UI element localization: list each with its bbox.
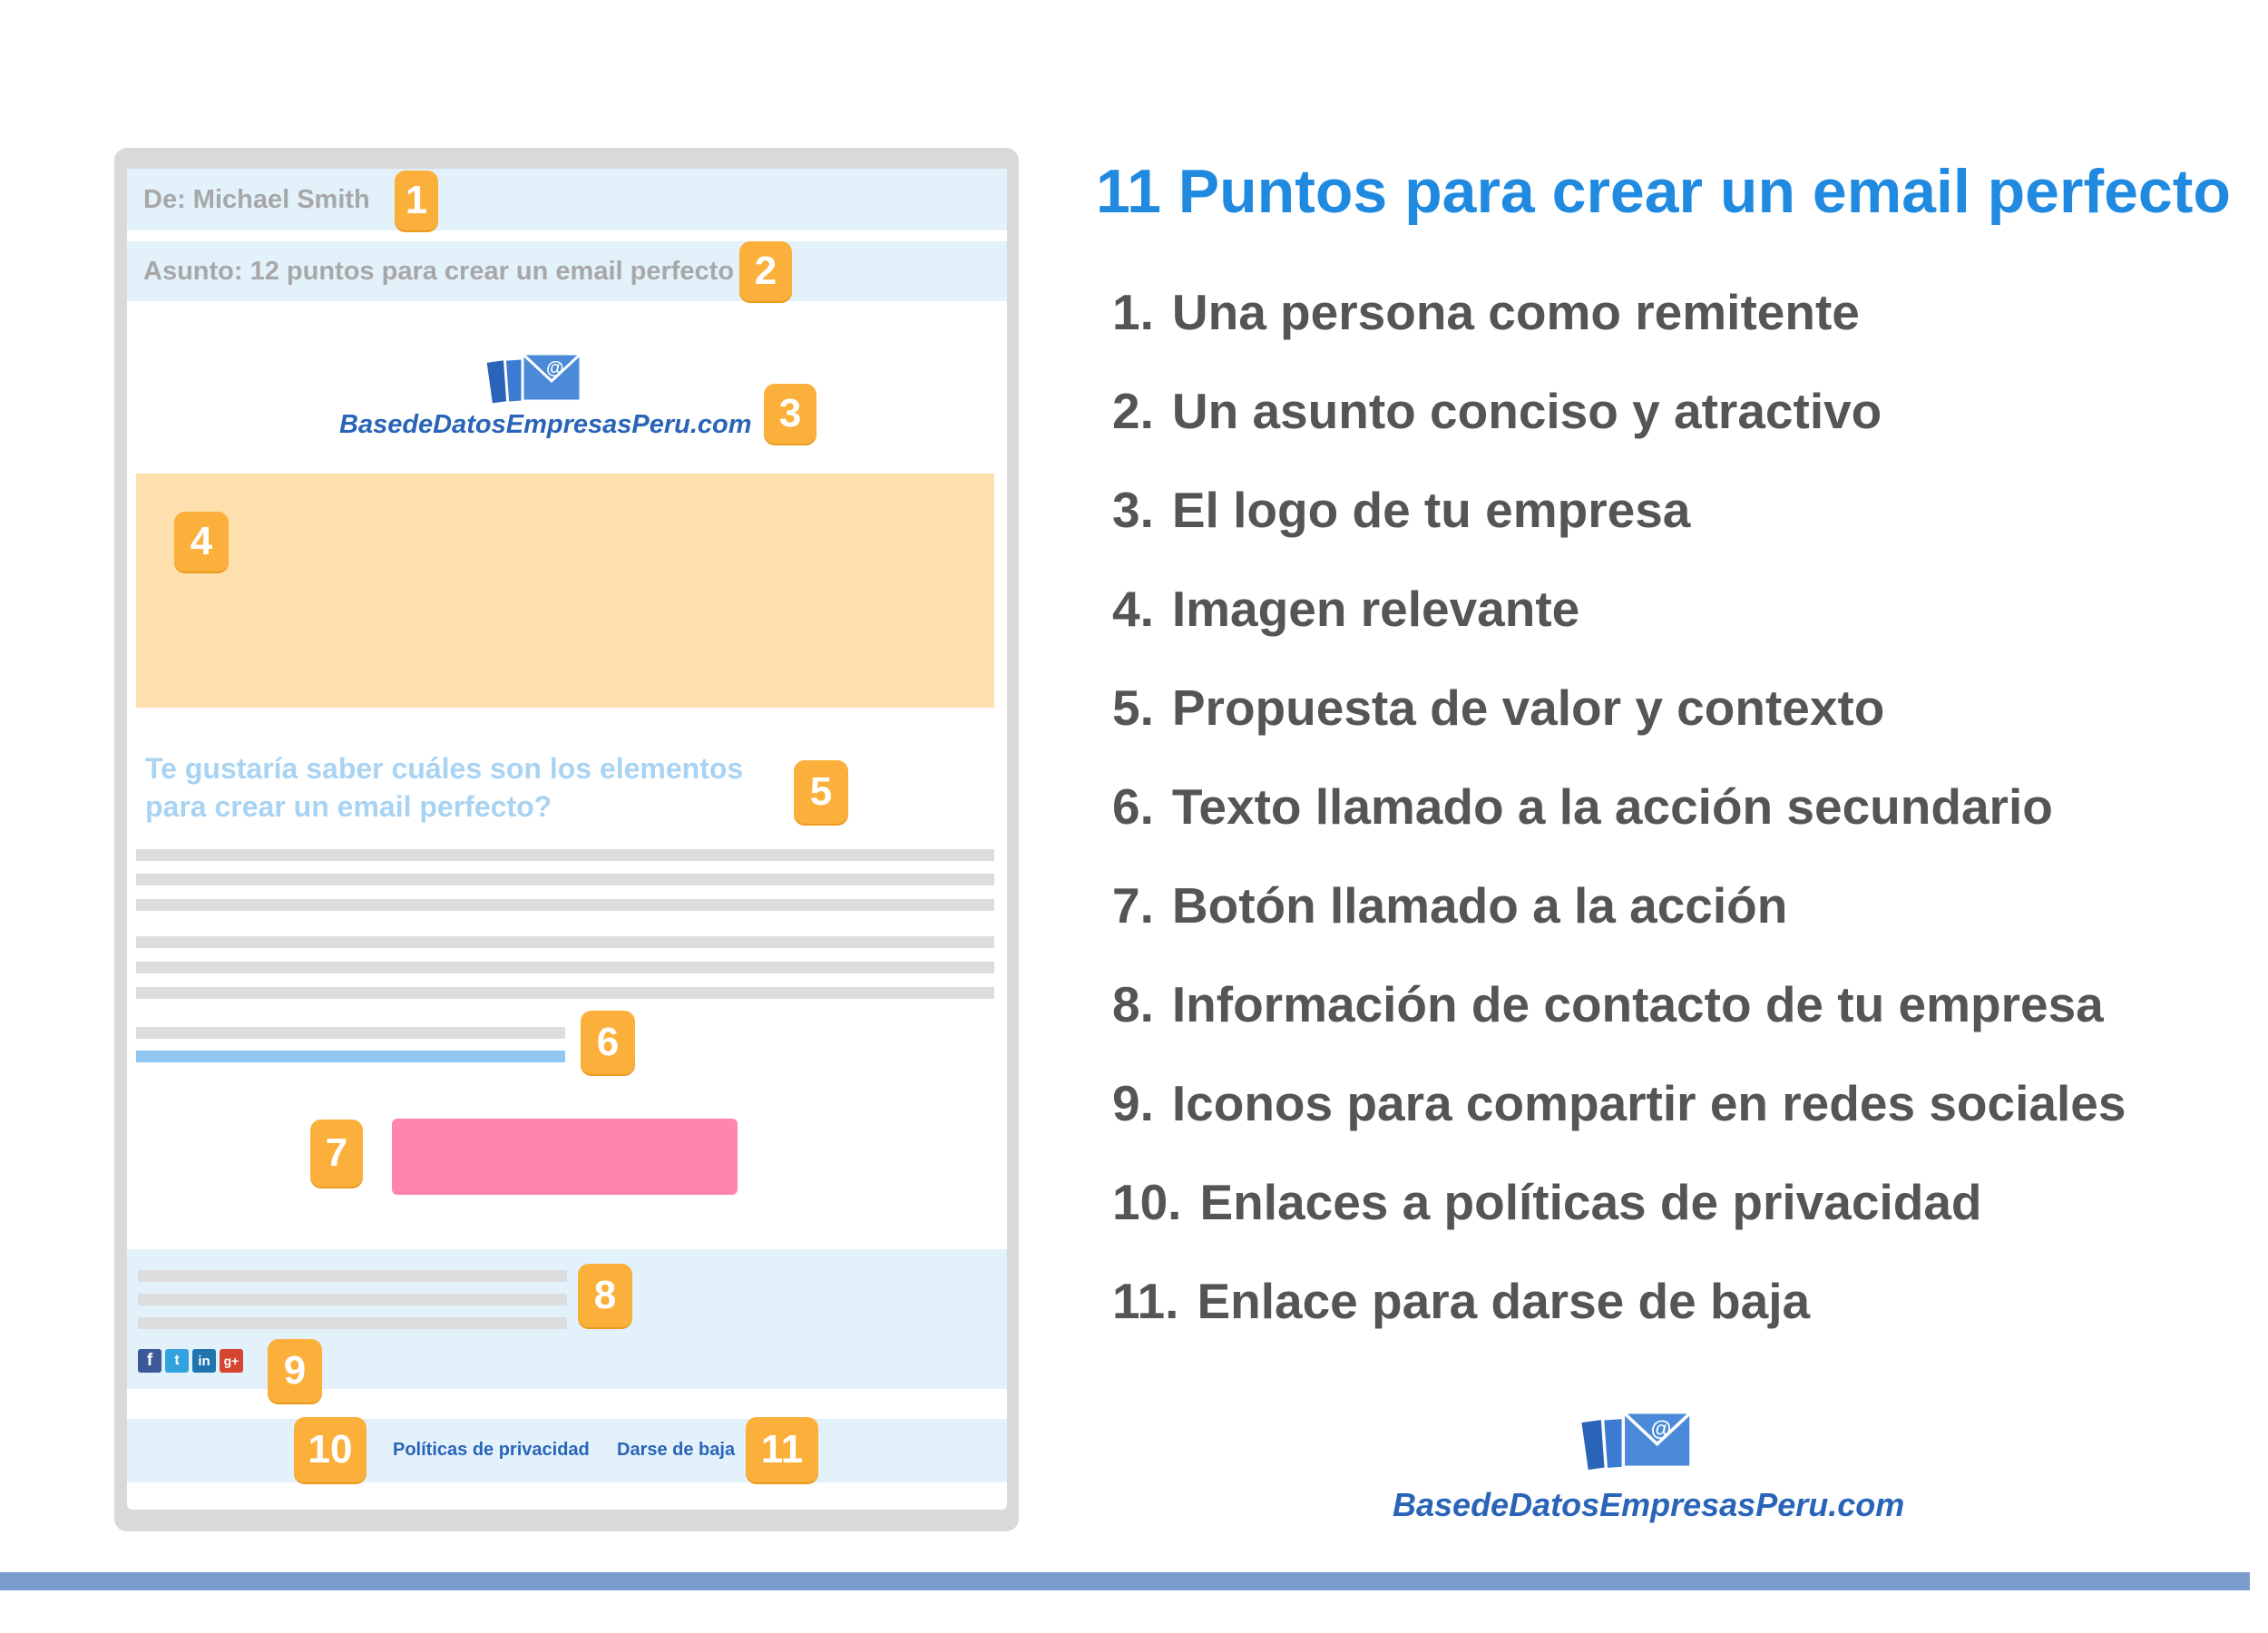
badge-1: 1 bbox=[395, 171, 438, 230]
secondary-cta-text-line bbox=[136, 1027, 565, 1039]
facebook-icon[interactable]: f bbox=[138, 1349, 161, 1373]
linkedin-icon[interactable]: in bbox=[192, 1349, 216, 1373]
badge-7: 7 bbox=[310, 1120, 363, 1187]
checklist-item bbox=[1112, 1074, 2219, 1132]
checklist-item bbox=[1112, 777, 2219, 836]
secondary-cta-link[interactable] bbox=[136, 1051, 565, 1062]
email-logo-text: BasedeDatosEmpresasPeru.com bbox=[339, 410, 752, 439]
contact-text-line bbox=[138, 1294, 567, 1305]
item-number: 5. bbox=[1112, 680, 1154, 736]
checklist-item bbox=[1112, 1272, 2219, 1330]
body-text-line bbox=[136, 874, 994, 885]
badge-5: 5 bbox=[794, 760, 848, 824]
checklist-item bbox=[1112, 876, 2219, 934]
checklist-title: 11 Puntos para crear un email perfecto bbox=[1096, 157, 2231, 226]
badge-3: 3 bbox=[764, 384, 816, 444]
bottom-accent-bar bbox=[0, 1572, 2250, 1590]
envelope-logo-icon bbox=[483, 345, 591, 410]
privacy-policy-link[interactable]: Políticas de privacidad bbox=[393, 1440, 590, 1460]
item-label: Enlaces a políticas de privacidad bbox=[1199, 1174, 1982, 1230]
unsubscribe-link[interactable]: Darse de baja bbox=[617, 1440, 736, 1460]
badge-8: 8 bbox=[578, 1264, 632, 1327]
from-line: De: Michael Smith bbox=[143, 185, 370, 214]
cta-button[interactable] bbox=[392, 1119, 738, 1195]
checklist-item bbox=[1112, 679, 2219, 737]
item-number: 4. bbox=[1112, 581, 1154, 637]
item-label: El logo de tu empresa bbox=[1171, 482, 1691, 538]
item-number: 10. bbox=[1112, 1174, 1182, 1230]
body-text-line bbox=[136, 987, 994, 999]
item-label: Iconos para compartir en redes sociales bbox=[1171, 1075, 2126, 1131]
item-label: Enlace para darse de baja bbox=[1197, 1273, 1811, 1329]
item-number: 8. bbox=[1112, 976, 1154, 1032]
badge-2: 2 bbox=[739, 241, 792, 301]
body-text-line bbox=[136, 899, 994, 911]
badge-10: 10 bbox=[294, 1417, 367, 1482]
item-number: 9. bbox=[1112, 1075, 1154, 1131]
subject-line: Asunto: 12 puntos para crear un email perfecto bbox=[143, 257, 735, 286]
body-text-line bbox=[136, 936, 994, 948]
item-number: 3. bbox=[1112, 482, 1154, 538]
badge-4: 4 bbox=[174, 512, 229, 572]
item-label: Un asunto conciso y atractivo bbox=[1171, 383, 1882, 439]
item-number: 11. bbox=[1112, 1273, 1179, 1329]
svg-text:@: @ bbox=[1650, 1416, 1672, 1441]
twitter-icon[interactable]: t bbox=[165, 1349, 189, 1373]
brand-envelope-icon bbox=[1577, 1400, 1704, 1480]
value-proposition-question: Te gustaría saber cuáles son los elementos para crear un email perfecto? bbox=[145, 752, 744, 823]
checklist-item bbox=[1112, 1173, 2219, 1231]
contact-text-line bbox=[138, 1317, 567, 1329]
badge-6: 6 bbox=[581, 1011, 635, 1074]
body-text-line bbox=[136, 849, 994, 861]
checklist-item bbox=[1112, 975, 2219, 1033]
item-label: Texto llamado a la acción secundario bbox=[1171, 778, 2053, 835]
checklist-item bbox=[1112, 481, 2219, 539]
checklist-item bbox=[1112, 283, 2219, 341]
item-label: Imagen relevante bbox=[1171, 581, 1580, 637]
item-number: 1. bbox=[1112, 284, 1154, 340]
body-text-line bbox=[136, 962, 994, 973]
checklist-item bbox=[1112, 382, 2219, 440]
email-mockup bbox=[127, 169, 1007, 1510]
item-label: Botón llamado a la acción bbox=[1171, 877, 1788, 934]
item-label: Una persona como remitente bbox=[1171, 284, 1860, 340]
item-number: 6. bbox=[1112, 778, 1154, 835]
brand-logo-text: BasedeDatosEmpresasPeru.com bbox=[1393, 1486, 1905, 1523]
badge-11: 11 bbox=[746, 1417, 818, 1482]
hero-image-placeholder bbox=[136, 474, 994, 708]
google-plus-icon[interactable]: g+ bbox=[220, 1349, 243, 1373]
item-label: Información de contacto de tu empresa bbox=[1171, 976, 2104, 1032]
contact-text-line bbox=[138, 1270, 567, 1282]
badge-9: 9 bbox=[268, 1339, 322, 1403]
checklist-item bbox=[1112, 580, 2219, 638]
item-label: Propuesta de valor y contexto bbox=[1171, 680, 1885, 736]
item-number: 2. bbox=[1112, 383, 1154, 439]
svg-text:@: @ bbox=[546, 358, 564, 378]
item-number: 7. bbox=[1112, 877, 1154, 934]
